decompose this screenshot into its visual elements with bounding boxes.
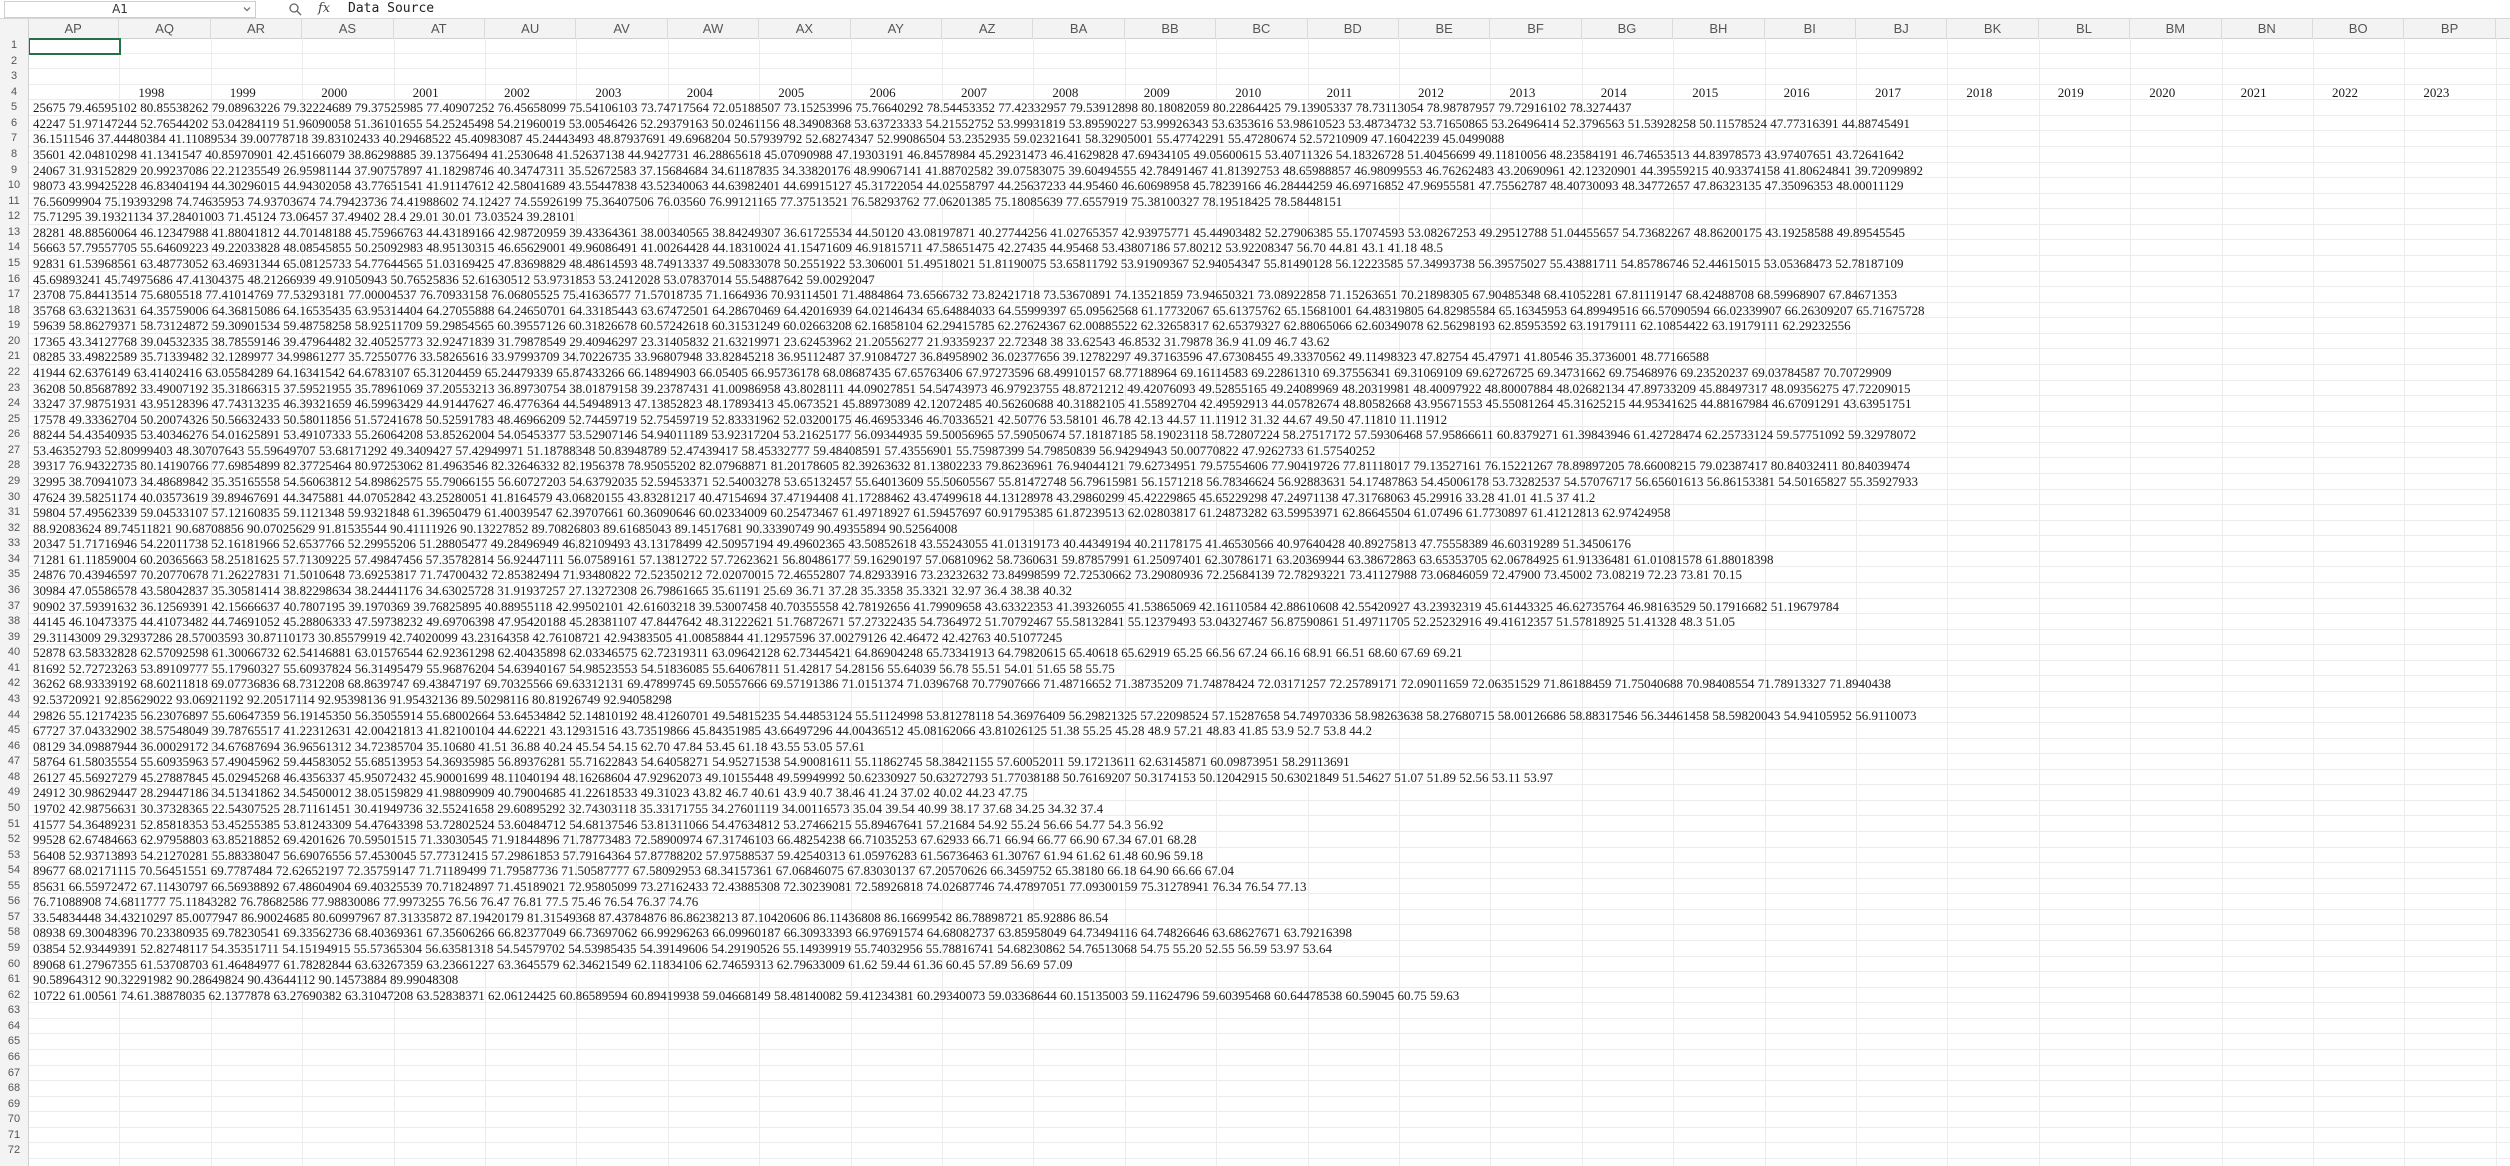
row-header-54[interactable]: 54: [7, 864, 21, 877]
table-row: [29, 147, 2510, 163]
year-header-cell[interactable]: 2006: [869, 84, 896, 100]
year-header-cell[interactable]: 2002: [504, 84, 530, 100]
name-box[interactable]: [4, 1, 256, 18]
row-values[interactable]: 52878 63.58332828 62.57092598 61.30066732 62.54146881 63.01576544 62.92361298 62.40435898 62.03346575 62.72319311 63.09642128 62.73445421 64.86904248 65.73341913 64.79820615 65.40618 65.62919 65.25 66.56 67.24 66.16 68.91 66.51 68.60 67.69 69.21: [33, 645, 1463, 661]
year-header-cell[interactable]: 2020: [2149, 84, 2176, 100]
column-header-aq[interactable]: AQ: [119, 19, 210, 38]
row-values[interactable]: 89068 61.27967355 61.53708703 61.46484977 61.78282844 63.63267359 63.23661227 63.3645579 62.34621549 62.11834106 62.74659313 62.79633009 61.62 59.44 61.36 60.45 57.89 56.69 57.09: [33, 956, 1073, 972]
row-header-59[interactable]: 59: [7, 942, 21, 955]
table-row: [29, 209, 2510, 225]
table-row: [29, 879, 2510, 895]
row-header-67[interactable]: 67: [7, 1066, 21, 1079]
column-header-bar: [0, 19, 2510, 39]
row-values[interactable]: 23708 75.84413514 75.6805518 77.41014769 77.53293181 77.00004537 76.70933158 76.06805525 75.41636577 71.57018735 71.1664936 70.93114501 71.4884864 73.6566732 73.82421718 73.53670891 74.13521859 73.94650321 73.08922858 71.15263651 70.21898305 67.90485348 68.41052281 67.81119147 68.42488708 68.59968907 67.84671353: [33, 287, 1898, 303]
row-header-24[interactable]: 24: [7, 397, 21, 410]
row-values[interactable]: 10722 61.00561 74.61.38878035 62.1377878 63.27690382 63.31047208 63.52838371 62.06124425 60.86589594 60.89419938 59.04668149 58.48140082 59.41234381 60.29340073 59.03368644 60.15135003 59.11624796 59.60395468 60.64478538 60.59045 60.75 59.63: [33, 987, 1460, 1003]
row-header-3[interactable]: 3: [10, 70, 18, 83]
row-header-49[interactable]: 49: [7, 786, 21, 799]
table-row: [29, 567, 2510, 583]
row-header-58[interactable]: 58: [7, 926, 21, 939]
table-row: [29, 552, 2510, 568]
table-row: [29, 941, 2510, 957]
table-row: [29, 723, 2510, 739]
row-values[interactable]: 53.46352793 52.80999403 48.30707643 55.59649707 53.68171292 49.3409427 57.42949971 51.18788348 50.83948789 52.47439417 58.45332777 59.48408591 57.43556901 55.75987399 54.79850839 56.94294943 50.00770822 47.9262733 61.57540252: [33, 442, 1376, 458]
row-values[interactable]: 98073 43.99425228 46.83404194 44.30296015 44.94302058 43.77651541 41.91147612 42.58041689 43.55447838 43.52340063 44.63982401 44.69915127 45.31722054 44.02558797 44.25637233 44.95460 46.60698958 45.78239166 46.28444259 46.69716852 47.96955581 47.75562787 48.40730093 48.34772657 47.86323135 47.35096353 48.00011129: [33, 178, 1904, 194]
year-header-cell[interactable]: 2017: [1875, 84, 1901, 100]
year-header-cell[interactable]: 2009: [1143, 84, 1170, 100]
table-row: [29, 1019, 2510, 1035]
row-header-17[interactable]: 17: [7, 288, 21, 301]
column-header-bl[interactable]: BL: [2039, 19, 2130, 38]
row-values[interactable]: 76.71088908 74.6811777 75.11843282 76.78682586 77.98830086 77.9973255 76.56 76.47 76.81 77.5 75.46 76.54 76.37 74.76: [33, 894, 699, 910]
table-row: [29, 1081, 2510, 1097]
row-values[interactable]: 03854 52.93449391 52.82748117 54.35351711 54.15194915 55.57365304 56.63581318 54.54579702 54.53985435 54.39149606 54.29190526 55.14939919 55.74032956 55.78816741 54.68230862 54.76513068 54.75 55.20 52.55 56.59 53.97 53.64: [33, 941, 1333, 957]
row-values[interactable]: 25675 79.46595102 80.85538262 79.08963226 79.32224689 79.37525985 77.40907252 76.45658099 75.54106103 73.74717564 72.05188507 73.15253996 75.76640292 78.54453352 77.42332957 79.53912898 80.18082059 80.22864425 79.13905337 78.73113054 78.98787957 79.72916102 78.3274437: [33, 100, 1632, 116]
table-row: [29, 1143, 2510, 1159]
table-row: [29, 334, 2510, 350]
column-header-bj[interactable]: BJ: [1856, 19, 1947, 38]
row-values[interactable]: 89677 68.02171115 70.56451551 69.7787484 72.62652197 72.35759147 71.71189499 71.79587736 71.50587777 67.58092953 68.34157361 67.06846075 67.83030137 67.20570626 66.3459752 65.38180 66.18 64.90 66.66 67.04: [33, 863, 1235, 879]
row-header-69[interactable]: 69: [7, 1097, 21, 1110]
row-header-25[interactable]: 25: [7, 412, 21, 425]
row-values[interactable]: 99528 62.67484663 62.97958803 63.85218852 69.4201626 70.59501515 71.33030545 71.91844896 71.78773483 72.58900974 67.31746103 66.48254238 66.71035253 67.62933 66.71 66.94 66.77 66.90 67.34 67.01 68.28: [33, 832, 1197, 848]
row-header-70[interactable]: 70: [7, 1113, 21, 1126]
table-row: [29, 1128, 2510, 1144]
table-row: [29, 1097, 2510, 1113]
row-values[interactable]: 33.54834448 34.43210297 85.0077947 86.90024685 80.60997967 87.31335872 87.19420179 81.31549368 87.43784876 86.86238213 87.10420606 86.11436808 86.16699542 86.78898721 85.92886 86.54: [33, 909, 1109, 925]
row-values[interactable]: 20347 51.71716946 54.22011738 52.16181966 52.6537766 52.29955206 51.28805477 49.28496949 46.82109493 43.13178499 42.50957194 49.49602365 43.50852618 43.55243055 41.01319173 40.44349194 40.21178175 41.46530566 40.97640428 40.89275813 47.75558389 46.60319289 51.34506176: [33, 536, 1632, 552]
table-row: [29, 365, 2510, 381]
row-values[interactable]: 35768 63.63213631 64.35759006 64.36815086 64.16535435 63.95314404 64.27055888 64.24650701 64.33185443 63.67472501 64.28670469 64.42016939 64.02146434 65.64884033 64.55999397 65.09562568 61.17732067 65.61375762 65.15681001 64.48319805 64.82985584 65.16345953 64.89949516 66.57090594 66.02339907 66.26309207 65.71675728: [33, 302, 1925, 318]
row-values[interactable]: 19702 42.98756631 30.37328365 22.54307525 28.71161451 30.41949736 32.55241658 29.60895292 32.74303118 35.33171755 34.27601119 34.00116573 35.04 39.54 40.99 38.17 37.68 34.25 34.32 37.4: [33, 800, 1104, 816]
row-values[interactable]: 90.58964312 90.32291982 90.28649824 90.43644112 90.14573884 89.99048308: [33, 972, 459, 988]
row-header-16[interactable]: 16: [7, 272, 21, 285]
column-header-bi[interactable]: BI: [1765, 19, 1856, 38]
row-values[interactable]: 17578 49.33362704 50.20074326 50.56632433 50.58011856 51.57241678 50.52591783 48.46966209 52.74459719 52.75459719 52.83331962 52.03200175 46.46953346 46.70336521 42.50776 53.58101 46.78 42.13 44.57 11.11912 31.32 44.67 49.50 47.11810 11.11912: [33, 411, 1448, 427]
row-header-66[interactable]: 66: [7, 1051, 21, 1064]
row-values[interactable]: 36208 50.85687892 33.49007192 35.31866315 37.59521955 35.78961069 37.20553213 36.89730754 38.01879158 39.23787431 41.00986958 43.8028111 44.09027851 54.54743973 46.97923755 48.8721212 49.42076093 49.52855165 49.24089969 48.20319981 48.40097922 48.80007884 48.02682134 47.89733209 45.88497317 48.09356275 47.72209015: [33, 380, 1911, 396]
year-header-cell[interactable]: 2016: [1783, 84, 1810, 100]
row-header-7[interactable]: 7: [10, 132, 18, 145]
row-header-1[interactable]: 1: [10, 39, 18, 51]
row-header-39[interactable]: 39: [7, 630, 21, 643]
row-values[interactable]: 28281 48.88560064 46.12347988 41.88041812 44.70148188 45.75966763 44.43189166 42.98720959 39.43364361 38.00340565 38.84249307 36.61725534 44.50120 43.08197871 40.27744256 41.02765357 42.93975771 45.44903482 52.27906385 55.17074593 53.08267253 49.29512788 51.04455657 54.73682267 48.86200175 43.19258588 49.89545545: [33, 224, 1905, 240]
column-header-ay[interactable]: AY: [851, 19, 942, 38]
selected-cell[interactable]: [29, 38, 121, 55]
column-header-bb[interactable]: BB: [1125, 19, 1216, 38]
year-header-cell[interactable]: 2007: [961, 84, 987, 100]
row-values[interactable]: 36262 68.93339192 68.60211818 69.07736836 68.7312208 68.8639747 69.43847197 69.70325566 69.63312131 69.47899745 69.50557666 69.57191386 71.0151374 71.0396768 70.77907666 71.48716652 71.38735209 71.74878424 72.03171257 72.25789171 72.09011659 72.06351529 71.86188459 71.75040688 70.98408554 71.78913327 71.8940438: [33, 676, 1892, 692]
table-row: [29, 817, 2510, 833]
row-header-2[interactable]: 2: [10, 54, 18, 67]
row-values[interactable]: 92.53720921 92.85629022 93.06921192 92.20517114 92.95398136 91.95432136 89.50298116 80.81926749 92.94058298: [33, 691, 672, 707]
year-header-cell[interactable]: 2003: [595, 84, 622, 100]
row-header-27[interactable]: 27: [7, 443, 21, 456]
table-row: [29, 427, 2510, 443]
row-header-40[interactable]: 40: [7, 646, 21, 659]
table-row: [29, 381, 2510, 397]
table-row: [29, 925, 2510, 941]
row-values[interactable]: 08129 34.09887944 36.00029172 34.67687694 36.96561312 34.72385704 35.10680 41.51 36.88 40.24 45.54 54.15 62.70 47.84 53.45 61.18 43.55 53.05 57.61: [33, 738, 865, 754]
year-header-cell[interactable]: 2021: [2240, 84, 2267, 100]
table-row: [29, 521, 2510, 537]
column-header-az[interactable]: AZ: [942, 19, 1033, 38]
row-header-15[interactable]: 15: [7, 256, 21, 269]
table-row: [29, 412, 2510, 428]
table-row: [29, 131, 2510, 147]
column-header-aw[interactable]: AW: [668, 19, 759, 38]
row-values[interactable]: 92831 61.53968561 63.48773052 63.46931344 65.08125733 54.77644565 51.03169425 47.83698829 48.48614593 48.74913337 49.50833078 50.2551922 53.306001 51.49518021 51.81190075 53.65811792 53.91909367 52.94054347 55.81490128 56.12223585 57.34993738 56.39575027 55.43881711 54.85786746 52.44615015 53.05368473 52.78187109: [33, 255, 1904, 271]
row-header-4[interactable]: 4: [10, 85, 18, 98]
year-header-cell[interactable]: 2015: [1692, 84, 1719, 100]
row-header-8[interactable]: 8: [10, 147, 18, 160]
row-header-19[interactable]: 19: [7, 319, 21, 332]
fx-icon: fx: [318, 1, 331, 16]
year-header-cell[interactable]: 2019: [2057, 84, 2084, 100]
table-row: [29, 163, 2510, 179]
table-row: [29, 599, 2510, 615]
table-row: [29, 178, 2510, 194]
row-header-5[interactable]: 5: [10, 101, 18, 114]
table-row: [29, 505, 2510, 521]
row-header-12[interactable]: 12: [7, 210, 21, 223]
row-values[interactable]: 45.69893241 45.74975686 47.41304375 48.21266939 49.91050943 50.76525836 52.61630512 53.9731853 53.2412028 53.07837014 55.54887642 59.00292047: [33, 271, 875, 287]
column-header-ba[interactable]: BA: [1033, 19, 1124, 38]
table-row: [29, 832, 2510, 848]
row-values[interactable]: 59804 57.49562339 59.04533107 57.12160835 59.1121348 59.9321848 61.39650479 61.40039547 62.39707661 60.36090646 60.02334009 60.25473467 61.49718927 61.59457697 60.91795385 61.87239513 62.02803817 61.24873282 63.59953971 62.86645504 61.07496 61.7730897 61.41212813 62.97424958: [33, 505, 1671, 521]
column-header-bp[interactable]: BP: [2404, 19, 2495, 38]
row-values[interactable]: 29.31143009 29.32937286 28.57003593 30.87110173 30.85579919 42.74020099 43.23164358 42.76108721 42.94383505 41.00858844 41.12957596 37.00279126 42.46472 42.42763 40.51077245: [33, 629, 1063, 645]
year-header-cell[interactable]: 2022: [2332, 84, 2358, 100]
year-header-cell[interactable]: 2013: [1509, 84, 1536, 100]
row-header-50[interactable]: 50: [7, 801, 21, 814]
name-box-value: A1: [112, 2, 128, 16]
table-row: [29, 754, 2510, 770]
select-all-corner[interactable]: [0, 19, 29, 38]
row-values[interactable]: 36.1511546 37.44480384 41.11089534 39.00778718 39.83102433 40.29468522 45.40983087 45.24443493 48.87937691 49.6968204 50.57939792 52.68274347 52.99086504 53.2352935 59.02321641 58.32905001 55.47742291 55.47280674 52.57210909 47.16042239 45.0499088: [33, 131, 1505, 147]
chevron-down-icon[interactable]: [243, 5, 251, 13]
table-row: [29, 54, 2510, 70]
row-header-55[interactable]: 55: [7, 879, 21, 892]
row-header-18[interactable]: 18: [7, 303, 21, 316]
row-header-65[interactable]: 65: [7, 1035, 21, 1048]
table-row: [29, 583, 2510, 599]
table-row: [29, 676, 2510, 692]
row-values[interactable]: 30984 47.05586578 43.58042837 35.30581414 38.82298634 38.24441176 34.63025728 31.91937257 27.13272308 26.79861665 35.61191 25.69 36.71 37.28 35.3358 35.3321 32.97 36.4 38.38 40.32: [33, 582, 1073, 598]
year-header-cell[interactable]: 2000: [321, 84, 348, 100]
row-values[interactable]: 76.56099904 75.19393298 74.74635953 74.93703674 74.79423736 74.41988602 74.12427 74.55926199 75.36407506 76.03560 76.99121165 77.37513521 76.58293762 77.06201385 75.18085639 77.6557919 75.38100327 78.19518425 78.58448151: [33, 193, 1343, 209]
table-row: [29, 536, 2510, 552]
table-row: [29, 1112, 2510, 1128]
year-header-cell[interactable]: 1998: [138, 84, 165, 100]
table-row: [29, 349, 2510, 365]
row-header-26[interactable]: 26: [7, 428, 21, 441]
row-values[interactable]: 71281 61.11859004 60.20365663 58.25181625 57.71309225 57.49847456 57.35782814 56.92447111 56.07589161 57.13812722 57.72623621 56.80486177 59.16290197 57.06810962 58.7360631 59.87857991 61.25097401 62.30786171 63.20369944 63.38672863 63.65353705 62.06784925 61.91336481 61.01081578 61.88018398: [33, 551, 1774, 567]
row-header-53[interactable]: 53: [7, 848, 21, 861]
formula-input[interactable]: Data Source: [348, 1, 435, 16]
row-header-33[interactable]: 33: [7, 537, 21, 550]
column-header-bf[interactable]: BF: [1490, 19, 1581, 38]
row-values[interactable]: 47624 39.58251174 40.03573619 39.89467691 44.3475881 44.07052842 43.25280051 41.8164579 43.06820155 43.83281217 40.47154694 37.47194408 41.17288462 43.47499618 44.13128978 43.29860299 45.42229865 45.65229298 47.24971138 47.31768063 45.29916 33.28 41.01 41.5 37 41.2: [33, 489, 1596, 505]
row-header-11[interactable]: 11: [8, 194, 20, 207]
table-row: [29, 396, 2510, 412]
row-header-60[interactable]: 60: [7, 957, 21, 970]
row-header-57[interactable]: 57: [7, 910, 21, 923]
table-row: [29, 739, 2510, 755]
row-values[interactable]: 81692 52.72723263 53.89109777 55.17960327 55.60937824 56.31495479 55.96876204 54.63940167 54.98523553 54.51836085 55.64067811 51.42817 54.28156 55.64039 56.78 55.51 54.01 51.65 58 55.75: [33, 660, 1115, 676]
row-header-52[interactable]: 52: [7, 833, 21, 846]
table-row: [29, 614, 2510, 630]
table-row: [29, 708, 2510, 724]
row-header-43[interactable]: 43: [7, 692, 21, 705]
year-header-cell[interactable]: 1999: [229, 84, 256, 100]
row-header-13[interactable]: 13: [7, 225, 21, 238]
row-header-41[interactable]: 41: [7, 661, 21, 674]
row-header-32[interactable]: 32: [7, 521, 21, 534]
zoom-icon[interactable]: [288, 2, 302, 16]
table-row: [29, 1050, 2510, 1066]
table-row: [29, 490, 2510, 506]
row-header-36[interactable]: 36: [7, 583, 21, 596]
table-row: [29, 770, 2510, 786]
year-header-cell[interactable]: 2010: [1235, 84, 1262, 100]
table-row: [29, 630, 2510, 646]
row-values[interactable]: 24876 70.43946597 70.20770678 71.26227831 71.5010648 73.69253817 71.74700432 72.85382494 71.93480822 72.52350212 72.02070015 72.46552807 74.82933916 73.23232632 73.84998599 72.72530662 73.29080936 72.25684139 72.78293221 73.41127988 73.06846059 72.47900 73.45002 73.08219 72.23 73.81 70.15: [33, 567, 1743, 583]
year-header-cell[interactable]: 2011: [1326, 84, 1353, 100]
column-header-bm[interactable]: BM: [2130, 19, 2221, 38]
year-header-cell[interactable]: 2004: [686, 84, 713, 100]
row-header-63[interactable]: 63: [7, 1004, 21, 1017]
row-header-35[interactable]: 35: [7, 568, 21, 581]
column-header-at[interactable]: AT: [394, 19, 485, 38]
row-header-bar: [0, 38, 29, 1166]
year-header-cell[interactable]: 2023: [2423, 84, 2450, 100]
row-header-31[interactable]: 31: [7, 506, 21, 519]
row-header-46[interactable]: 46: [7, 739, 21, 752]
table-row: [29, 957, 2510, 973]
row-values[interactable]: 59639 58.86279371 58.73124872 59.30901534 59.48758258 58.92511709 59.29854565 60.39557126 60.31826678 60.57242618 60.31531249 60.02663208 62.16858104 62.29415785 62.27624367 62.00885522 62.32658317 62.65379327 62.88065066 62.60349078 62.56298193 62.85953592 63.19179111 62.10854422 63.19179111 62.29232556: [33, 318, 1851, 334]
year-header-cell[interactable]: 2012: [1418, 84, 1444, 100]
row-header-29[interactable]: 29: [7, 474, 21, 487]
row-header-48[interactable]: 48: [7, 770, 21, 783]
row-values[interactable]: 90902 37.59391632 36.12569391 42.15666637 40.7807195 39.1970369 39.76825895 40.88955118 42.99502101 42.61603218 39.53007458 40.70355558 42.78192656 41.79909658 43.63322353 41.39326055 41.53865069 42.16110584 42.88610608 42.55420927 43.23932319 45.61443325 46.62735764 46.98163529 50.17916682 51.19679784: [33, 598, 1840, 614]
row-values[interactable]: 08285 33.49822589 35.71339482 32.1289977 34.99861277 35.72550776 33.58265616 33.97993709 34.70226735 33.96807948 33.82845218 36.95112487 37.91084727 36.84958902 36.02377656 39.12782297 49.37163596 47.67308455 49.33370562 49.11498323 47.82754 45.47971 41.80546 35.3736001 48.77166588: [33, 349, 1710, 365]
row-header-6[interactable]: 6: [10, 116, 18, 129]
column-header-ax[interactable]: AX: [759, 19, 850, 38]
year-header-cell[interactable]: 2008: [1052, 84, 1079, 100]
table-row: [29, 116, 2510, 132]
row-values[interactable]: 42247 51.97147244 52.76544202 53.04284119 51.96090058 51.36101655 54.25245498 54.21960019 53.00546426 52.29379163 50.02461156 48.34908368 53.63723333 54.21552752 53.99931819 53.89590227 53.99926343 53.6353616 53.98610523 53.48734732 53.71650865 53.26496414 52.3796563 51.53928258 50.11578524 47.77316391 44.88745491: [33, 115, 1911, 131]
table-row: [29, 474, 2510, 490]
row-header-10[interactable]: 10: [7, 179, 21, 192]
row-values[interactable]: 56663 57.79557705 55.64609223 49.22033828 48.08545855 50.25092983 48.95130315 46.65629001 49.96086491 41.00264428 44.18310024 41.15471609 46.91815711 47.58651475 42.27435 44.95468 53.43807186 57.80212 53.92208347 56.70 44.81 43.1 41.18 48.5: [33, 240, 1444, 256]
row-header-37[interactable]: 37: [7, 599, 21, 612]
table-row: [29, 318, 2510, 334]
table-row: [29, 85, 2510, 101]
column-header-bg[interactable]: BG: [1582, 19, 1673, 38]
row-values[interactable]: 75.71295 39.19321134 37.28401003 71.45124 73.06457 37.49402 28.4 29.01 30.01 73.03524 39.28101: [33, 209, 576, 225]
row-header-30[interactable]: 30: [7, 490, 21, 503]
table-row: [29, 801, 2510, 817]
row-values[interactable]: 32995 38.70941073 34.48689842 35.35165558 54.56063812 54.89862575 55.79066155 56.60727203 54.63792035 52.59453371 52.54003278 53.65132457 55.64013609 55.50605567 55.81472748 56.79615981 56.1571218 56.78346624 56.92883631 54.17487863 54.45006178 53.73282537 54.57076717 56.65601613 56.86153381 54.50165827 55.35927933: [33, 473, 1918, 489]
table-row: [29, 1066, 2510, 1082]
row-header-56[interactable]: 56: [7, 895, 21, 908]
row-values[interactable]: 88.92083624 89.74511821 90.68708856 90.07025629 91.81535544 90.41111926 90.13227852 89.70826803 89.61685043 89.14517681 90.33390749 90.49355894 90.52564008: [33, 520, 958, 536]
row-values[interactable]: 58764 61.58035554 55.60935963 57.49045962 59.44583052 55.68513953 54.36935985 56.89376281 55.71622843 54.64058271 54.95271538 54.90081611 55.11862745 58.38421155 57.60052011 59.17213611 62.63145871 60.09873951 58.29113691: [33, 754, 1350, 770]
row-header-22[interactable]: 22: [7, 365, 21, 378]
row-header-14[interactable]: 14: [7, 241, 21, 254]
column-header-ar[interactable]: AR: [211, 19, 302, 38]
row-header-71[interactable]: 71: [7, 1128, 21, 1141]
row-values[interactable]: 67727 37.04332902 38.57548049 39.78765517 41.22312631 42.00421813 41.82100104 44.62221 43.12931516 43.73519866 45.84351985 43.66497296 44.00436512 45.08162066 43.81026125 51.38 55.25 45.28 48.9 57.21 48.83 41.85 53.9 52.7 53.8 44.2: [33, 723, 1372, 739]
year-header-cell[interactable]: 2001: [412, 84, 439, 100]
table-row: [29, 848, 2510, 864]
row-values[interactable]: 24912 30.98629447 28.29447186 34.51341862 34.54500012 38.05159829 41.98809909 40.79004685 41.22618533 49.31023 43.82 46.7 40.61 43.9 40.7 38.46 41.24 37.02 40.02 44.23 47.75: [33, 785, 1028, 801]
table-row: [29, 785, 2510, 801]
table-row: [29, 240, 2510, 256]
table-row: [29, 272, 2510, 288]
row-values[interactable]: 08938 69.30048396 70.23380935 69.78230541 69.33562736 68.40369361 67.35606266 66.82377049 66.73697062 66.99296263 66.09960187 66.30933393 66.97691574 64.68082737 63.85958049 64.73494116 64.74826646 63.68627671 63.79216398: [33, 925, 1353, 941]
table-row: [29, 443, 2510, 459]
row-values[interactable]: 56408 52.93713893 54.21270281 55.88338047 56.69076556 57.4530045 57.77312415 57.29861853 57.79164364 57.87788202 57.97588537 59.42540313 61.05976283 61.56736463 61.30767 61.94 61.62 61.48 60.96 59.18: [33, 847, 1203, 863]
row-header-45[interactable]: 45: [7, 724, 21, 737]
column-header-bo[interactable]: BO: [2313, 19, 2404, 38]
table-row: [29, 894, 2510, 910]
row-values[interactable]: 39317 76.94322735 80.14190766 77.69854899 82.37725464 80.97253062 81.4963546 82.32646332 82.1956378 78.95055202 82.07968871 81.20178605 82.39263632 81.13802233 79.86236961 76.94044121 79.62734951 79.57554606 77.90419726 77.81118017 79.13527161 76.15221267 78.89897205 78.66008215 79.02387417 80.84032411 80.84039474: [33, 458, 1911, 474]
table-row: [29, 661, 2510, 677]
column-header-bh[interactable]: BH: [1673, 19, 1764, 38]
row-values[interactable]: 41577 54.36489231 52.85818353 53.45255385 53.81243309 54.47643398 53.72802524 53.60484712 54.68137546 53.81311066 54.47634812 53.27466215 55.89467641 57.21684 54.92 55.24 56.66 54.77 54.3 56.92: [33, 816, 1164, 832]
table-row: [29, 38, 2510, 54]
table-row: [29, 69, 2510, 85]
row-header-61[interactable]: 61: [7, 973, 21, 986]
row-values[interactable]: 17365 43.34127768 39.04532335 38.78559146 39.47964482 32.40525773 32.92471839 31.79878549 29.40946297 23.31405832 21.63219971 23.62453962 21.20556277 21.93359237 22.72348 38 33.62543 46.8532 31.79878 36.9 41.09 46.7 43.62: [33, 333, 1330, 349]
row-header-9[interactable]: 9: [10, 163, 18, 176]
row-header-23[interactable]: 23: [7, 381, 21, 394]
table-row: [29, 303, 2510, 319]
table-row: [29, 1034, 2510, 1050]
table-row: [29, 972, 2510, 988]
table-row: [29, 194, 2510, 210]
row-values[interactable]: 35601 42.04810298 41.1341547 40.85970901 42.45166079 38.86298885 39.13756494 41.2530648 41.52637138 44.9427731 46.28865618 45.07090988 47.19303191 46.84578984 45.29231473 46.41629828 47.69434105 49.05600615 53.40711326 54.18326728 51.40456699 49.11810056 48.23584191 46.74653513 44.83978573 43.97407651 43.72641642: [33, 146, 1905, 162]
cell-area[interactable]: [29, 38, 2510, 1166]
table-row: [29, 645, 2510, 661]
row-header-34[interactable]: 34: [7, 552, 21, 565]
column-header-as[interactable]: AS: [302, 19, 393, 38]
table-row: [29, 225, 2510, 241]
formula-bar: [0, 0, 2510, 19]
column-header-bn[interactable]: BN: [2222, 19, 2313, 38]
row-header-68[interactable]: 68: [7, 1082, 21, 1095]
column-header-be[interactable]: BE: [1399, 19, 1490, 38]
table-row: [29, 863, 2510, 879]
row-header-28[interactable]: 28: [7, 459, 21, 472]
row-header-47[interactable]: 47: [7, 755, 21, 768]
table-row: [29, 256, 2510, 272]
table-row: [29, 988, 2510, 1004]
row-values[interactable]: 29826 55.12174235 56.23076897 55.60647359 56.19145350 56.35055914 55.68002664 53.64534842 52.14810192 48.41260701 49.54815235 54.44853124 55.51124998 53.81278118 54.36976409 56.29821325 57.22098524 57.15287658 54.74970336 58.98263638 58.27680715 58.00126686 58.88317546 56.34461458 58.59820043 54.94105952 56.9110073: [33, 707, 1917, 723]
column-header-ap[interactable]: AP: [28, 19, 119, 38]
row-header-64[interactable]: 64: [7, 1019, 21, 1032]
row-header-20[interactable]: 20: [7, 334, 21, 347]
row-header-51[interactable]: 51: [7, 817, 21, 830]
row-header-42[interactable]: 42: [7, 677, 21, 690]
row-values[interactable]: 26127 45.56927279 45.27887845 45.02945268 46.4356337 45.95072432 45.90001699 48.11040194 48.16268604 47.92962073 49.10155448 49.59949992 50.62330927 50.63272793 51.77038188 50.76169207 50.3174153 50.12042915 50.63021849 51.54627 51.07 51.89 52.56 53.11 53.97: [33, 769, 1554, 785]
column-header-bc[interactable]: BC: [1216, 19, 1307, 38]
column-header-au[interactable]: AU: [485, 19, 576, 38]
table-row: [29, 100, 2510, 116]
row-header-72[interactable]: 72: [7, 1144, 21, 1157]
year-header-cell[interactable]: 2014: [1600, 84, 1627, 100]
row-values[interactable]: 44145 46.10473375 44.41073482 44.74691052 45.28806333 47.59738232 49.69706398 47.95420188 45.28381107 47.8447642 48.31222621 51.76872671 57.27322435 54.7364972 51.70792467 55.58132841 55.12379493 53.04327467 56.87590861 51.49711705 52.25232916 49.41612357 51.57818925 51.41328 48.3 51.05: [33, 614, 1736, 630]
row-header-62[interactable]: 62: [7, 988, 21, 1001]
year-header-cell[interactable]: 2005: [778, 84, 805, 100]
year-header-cell[interactable]: 2018: [1966, 84, 1993, 100]
table-row: [29, 458, 2510, 474]
row-header-21[interactable]: 21: [7, 350, 21, 363]
row-values[interactable]: 88244 54.43540935 53.40346276 54.01625891 53.49107333 55.26064208 53.85262004 54.05453377 53.52907146 54.94011189 53.92317204 53.21625177 56.09344935 59.50056965 57.59050674 57.18187185 58.19023118 58.72807224 58.27517172 57.59306468 57.95866611 60.8379271 61.39843946 61.42728474 62.25733124 59.57751092 59.32978072: [33, 427, 1917, 443]
column-header-av[interactable]: AV: [576, 19, 667, 38]
row-header-38[interactable]: 38: [7, 615, 21, 628]
row-values[interactable]: 24067 31.93152829 20.99237086 22.21235549 26.95981144 37.90757897 41.18298746 40.34747311 35.52672583 37.15684684 34.61187835 34.33820176 48.99067141 41.88702582 39.07583075 39.60494555 42.78491467 41.81392753 48.65988857 46.98099553 46.76262483 43.20690961 42.12320901 44.39559215 40.93374158 41.80624841 39.72099892: [33, 162, 1924, 178]
row-values[interactable]: 41944 62.6376149 63.41402416 63.05584289 64.16341542 64.6783107 65.31204459 65.24479339 65.87433266 66.14894903 66.05405 66.95736178 68.08687435 67.65763406 67.97273596 68.49910157 68.77188964 69.16114583 69.22861310 69.37556341 69.31069109 69.62726725 69.34731662 69.75468976 69.23520237 69.03784587 70.70729909: [33, 364, 1892, 380]
table-row: [29, 692, 2510, 708]
table-row: [29, 1003, 2510, 1019]
column-header-bd[interactable]: BD: [1308, 19, 1399, 38]
row-header-44[interactable]: 44: [7, 708, 21, 721]
row-values[interactable]: 33247 37.98751931 43.95128396 47.74313235 46.39321659 46.59963429 44.91447627 46.4776364 44.54948913 47.13852823 48.17893413 45.0673521 45.88973089 42.12072485 40.56260688 40.31882105 41.55892704 42.49592913 44.05782674 48.80582668 43.95671553 45.55081264 45.31625215 44.95341625 44.88167984 46.67091291 43.63951751: [33, 396, 1912, 412]
column-header-bk[interactable]: BK: [1947, 19, 2038, 38]
table-row: [29, 910, 2510, 926]
table-row: [29, 287, 2510, 303]
row-values[interactable]: 85631 66.55972472 67.11430797 66.56938892 67.48604904 69.40325539 70.71824897 71.45189021 72.95805099 73.27162433 72.43885308 72.30239081 72.58926818 74.02687746 74.47897051 77.09300159 75.31278941 76.34 76.54 77.13: [33, 878, 1307, 894]
spreadsheet-grid: [0, 19, 2510, 1166]
